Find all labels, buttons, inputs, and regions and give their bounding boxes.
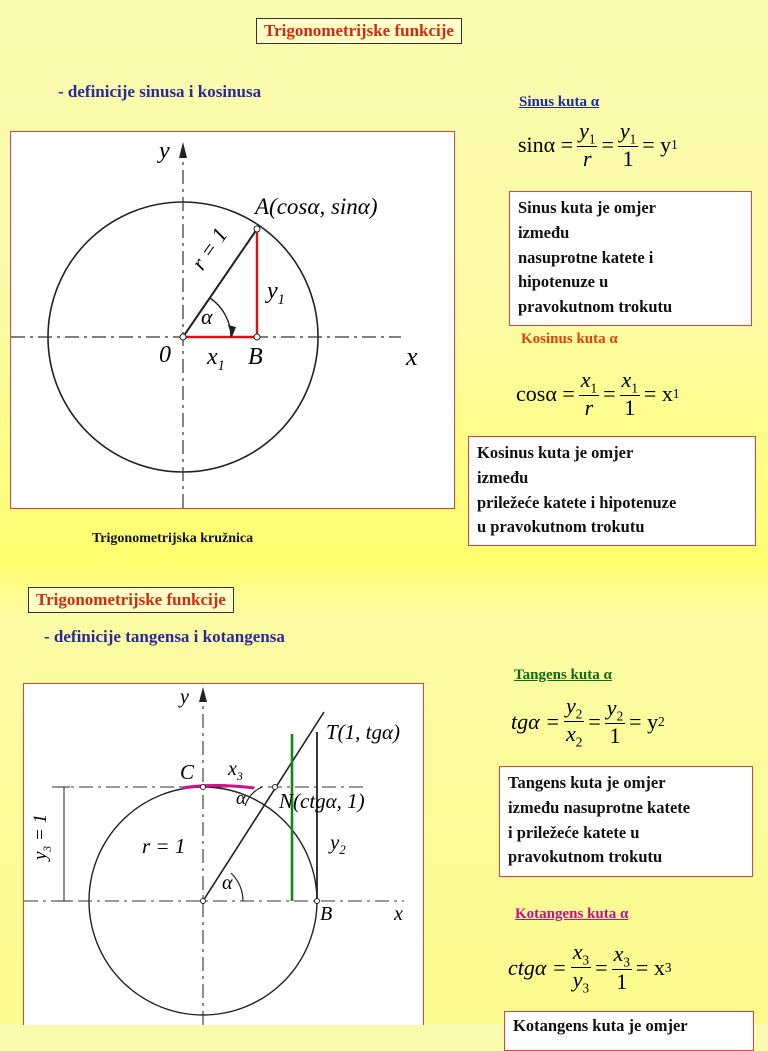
point-a-label: A(cosα, sinα) bbox=[255, 194, 378, 219]
tg-frac-2 bbox=[605, 696, 625, 747]
cos-eq1: = bbox=[603, 380, 616, 406]
y3-eq: = 1 bbox=[30, 814, 51, 846]
sin-eq2: = y bbox=[642, 131, 672, 157]
y1-subscript: 1 bbox=[277, 291, 285, 308]
cos-f2-num: x bbox=[621, 367, 632, 392]
y3-subscript: 3 bbox=[41, 845, 54, 852]
y-axis-label-2: y bbox=[180, 686, 189, 708]
kotangens-definition-box bbox=[504, 1011, 754, 1051]
tg-f1-num-sub: 2 bbox=[575, 706, 583, 722]
y2-subscript: 2 bbox=[339, 843, 346, 858]
tg-f2-num: y bbox=[606, 695, 617, 721]
y1-label bbox=[267, 278, 285, 309]
cos-frac-1 bbox=[579, 368, 599, 419]
point-b-label: B bbox=[248, 344, 263, 370]
ctg-formula bbox=[508, 940, 671, 996]
sin-f2-den: 1 bbox=[622, 146, 634, 172]
cos-f1-num: x bbox=[580, 367, 591, 392]
tg-rhs-sub: 2 bbox=[658, 713, 665, 729]
cos-formula bbox=[516, 368, 679, 419]
tg-f1-den: x bbox=[566, 721, 576, 747]
slide2-subtitle: - definicije tangensa i kotangensa bbox=[44, 627, 285, 646]
x1-letter: x bbox=[207, 344, 218, 370]
sin-formula bbox=[518, 119, 678, 170]
kosinus-box-line: u pravokutnom trokutu bbox=[477, 517, 645, 537]
tg-f2-den: 1 bbox=[609, 723, 621, 749]
ctg-eq2: = x bbox=[635, 954, 665, 980]
y2-letter: y bbox=[330, 830, 340, 854]
ctg-rhs-sub: 3 bbox=[664, 959, 672, 975]
kosinus-label: Kosinus kuta α bbox=[521, 331, 618, 347]
ctg-eq1: = bbox=[595, 954, 608, 980]
slide1-title: Trigonometrijske funkcije bbox=[256, 18, 462, 44]
tg-eq1: = bbox=[588, 708, 601, 734]
ctg-f1-den: y bbox=[572, 967, 583, 993]
sin-f1-den: r bbox=[583, 146, 592, 172]
tangens-box-line: Tangens kuta je omjer bbox=[508, 773, 666, 792]
point-b-label-2: B bbox=[320, 903, 333, 925]
y1-letter: y bbox=[267, 278, 278, 304]
sin-frac-2 bbox=[618, 119, 638, 170]
ctg-f1-den-sub: 3 bbox=[582, 980, 590, 996]
x3-letter: x bbox=[228, 758, 237, 780]
sin-f2-num-sub: 1 bbox=[629, 131, 637, 147]
origin-label: 0 bbox=[159, 342, 171, 368]
cos-eq2: = x bbox=[643, 380, 673, 406]
sin-frac-1 bbox=[577, 119, 597, 170]
tg-f1-den-sub: 2 bbox=[575, 734, 583, 750]
sin-f2-num: y bbox=[619, 118, 630, 143]
tg-f1-num: y bbox=[566, 693, 576, 718]
kosinus-box-line: Kosinus kuta je omjer bbox=[477, 443, 634, 462]
x3-label bbox=[228, 758, 243, 784]
ctg-lhs: ctgα = bbox=[508, 954, 567, 980]
tg-eq2: = y bbox=[629, 708, 659, 734]
ctg-f1-num: x bbox=[572, 939, 583, 964]
kotangens-box-line: Kotangens kuta je omjer bbox=[513, 1016, 688, 1035]
y-axis-label: y bbox=[159, 138, 170, 164]
kosinus-box-line: između bbox=[477, 467, 529, 487]
point-c-label: C bbox=[180, 760, 195, 784]
ctg-f2-num-sub: 3 bbox=[623, 954, 630, 970]
sinus-definition-box bbox=[509, 191, 752, 326]
tangens-label: Tangens kuta α bbox=[514, 667, 612, 683]
sinus-box-line: pravokutnom trokutu bbox=[518, 297, 673, 316]
point-n-label: N(ctgα, 1) bbox=[279, 789, 365, 813]
tg-frac-1 bbox=[564, 694, 584, 750]
x1-label bbox=[207, 344, 225, 375]
ctg-f2-num: x bbox=[613, 941, 624, 967]
ctg-f1-num-sub: 3 bbox=[582, 952, 590, 968]
tg-lhs: tgα = bbox=[511, 708, 561, 734]
cos-lhs: cosα = bbox=[516, 380, 575, 406]
tangens-box-line: pravokutnom trokutu bbox=[508, 847, 663, 867]
alpha-label: α bbox=[201, 304, 213, 329]
slide1-subtitle: - definicije sinusa i kosinusa bbox=[58, 82, 262, 101]
radius-label: r = 1 bbox=[186, 222, 233, 275]
tangens-box-line: i priležeće katete u bbox=[508, 822, 640, 842]
sin-lhs: sinα = bbox=[518, 131, 574, 157]
tangens-definition-box bbox=[499, 766, 753, 877]
ctg-frac-2 bbox=[612, 942, 632, 993]
kosinus-definition-box bbox=[468, 436, 756, 546]
sinus-box-line: hipotenuze u bbox=[518, 272, 609, 292]
sinus-label: Sinus kuta α bbox=[519, 94, 600, 110]
cos-rhs-sub: 1 bbox=[672, 385, 680, 401]
y3-label bbox=[30, 814, 54, 860]
cos-f2-den: 1 bbox=[624, 395, 636, 421]
cos-f1-num-sub: 1 bbox=[590, 380, 598, 396]
tg-formula bbox=[511, 694, 665, 750]
point-t-label: T(1, tgα) bbox=[326, 720, 401, 744]
kosinus-box-line: priležeće katete i hipotenuze bbox=[477, 492, 677, 512]
alpha-label-2: α bbox=[222, 872, 233, 894]
x1-subscript: 1 bbox=[217, 357, 225, 374]
sin-rhs-sub: 1 bbox=[671, 136, 678, 152]
x-axis-label: x bbox=[406, 342, 418, 371]
slide2-title: Trigonometrijske funkcije bbox=[28, 587, 234, 613]
sinus-box-line: Sinus kuta je omjer bbox=[518, 198, 656, 217]
sinus-box-line: nasuprotne katete i bbox=[518, 247, 654, 267]
sinus-box-line: između bbox=[518, 222, 570, 242]
alpha-top-label: α bbox=[236, 788, 246, 809]
y3-letter: y bbox=[30, 851, 51, 860]
cos-f2-num-sub: 1 bbox=[631, 380, 638, 396]
radius-label-2: r = 1 bbox=[142, 834, 186, 858]
ctg-frac-1 bbox=[571, 940, 591, 996]
cos-f1-den: r bbox=[584, 395, 594, 421]
sin-f1-num: y bbox=[579, 118, 589, 143]
x3-subscript: 3 bbox=[236, 769, 243, 783]
cos-frac-2 bbox=[620, 368, 640, 419]
unit-circle-figure bbox=[10, 131, 455, 509]
y2-label bbox=[330, 830, 346, 858]
x-axis-label-2: x bbox=[394, 903, 403, 925]
tangent-figure bbox=[23, 683, 424, 1025]
sin-f1-num-sub: 1 bbox=[588, 131, 596, 147]
sin-eq1: = bbox=[601, 131, 614, 157]
kotangens-label: Kotangens kuta α bbox=[515, 906, 629, 922]
tg-f2-num-sub: 2 bbox=[616, 708, 624, 724]
figure-caption: Trigonometrijska kružnica bbox=[92, 531, 254, 546]
tangens-box-line: između nasuprotne katete bbox=[508, 797, 691, 817]
ctg-f2-den: 1 bbox=[616, 969, 628, 995]
